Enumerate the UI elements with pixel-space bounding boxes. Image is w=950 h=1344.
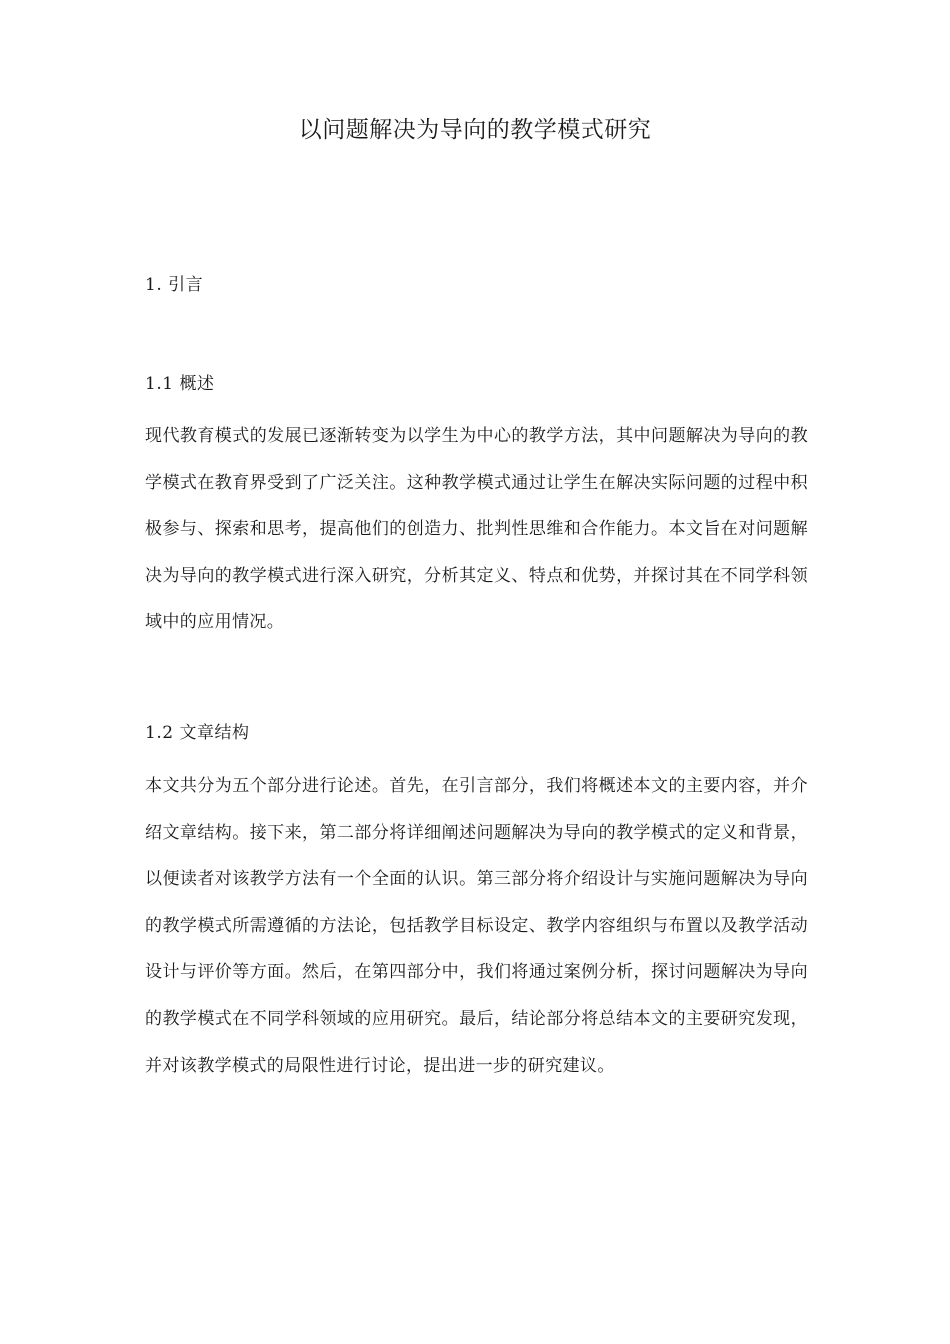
- section-heading-overview: 1.1 概述: [145, 374, 215, 394]
- paragraph-structure: 本文共分为五个部分进行论述。首先，在引言部分，我们将概述本文的主要内容，并介绍文章结构。接下来，第二部分将详细阐述问题解决为导向的教学模式的定义和背景，以便读者对该教学方法有一个全面的认识。第三部分将介绍设计与实施问题解决为导向的教学模式所需遵循的方法论，包括教学目标设定、教学内容组织与布置以及教学活动设计与评价等方面。然后，在第四部分中，我们将通过案例分析，探讨问题解决为导向的教学模式在不同学科领域的应用研究。最后，结论部分将总结本文的主要研究发现，并对该教学模式的局限性进行讨论，提出进一步的研究建议。: [145, 776, 808, 1076]
- section-heading-introduction: 1. 引言: [145, 275, 204, 295]
- paragraph-overview: 现代教育模式的发展已逐渐转变为以学生为中心的教学方法，其中问题解决为导向的教学模式在教育界受到了广泛关注。这种教学模式通过让学生在解决实际问题的过程中积极参与、探索和思考，提高他们的创造力、批判性思维和合作能力。本文旨在对问题解决为导向的教学模式进行深入研究，分析其定义、特点和优势，并探讨其在不同学科领域中的应用情况。: [145, 426, 808, 632]
- section-heading-structure: 1.2 文章结构: [145, 723, 250, 743]
- document-title: 以问题解决为导向的教学模式研究: [298, 117, 652, 143]
